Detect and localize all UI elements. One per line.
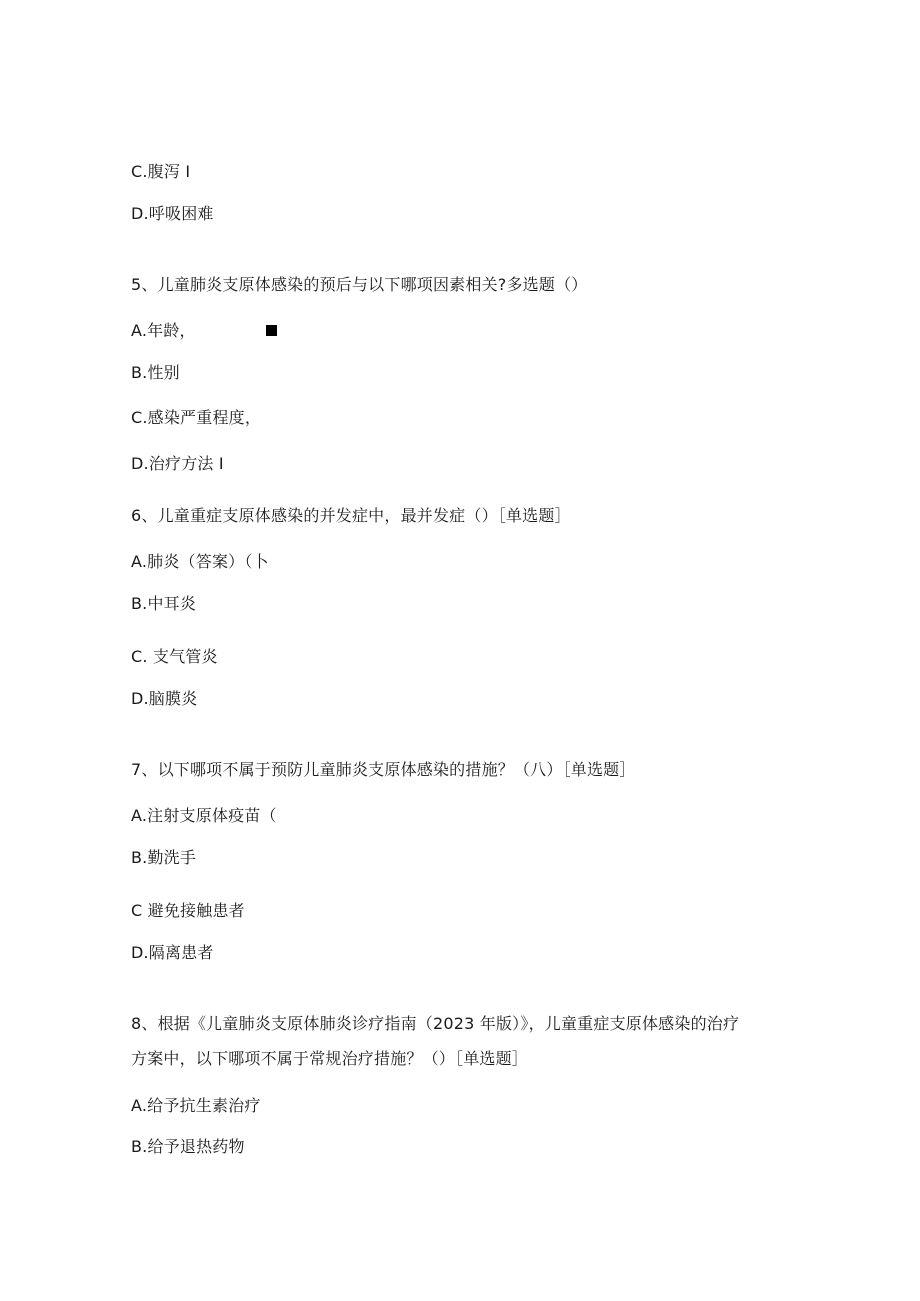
q7-option-a: A.注射支原体疫苗（ (131, 806, 277, 825)
q6-option-a: A.肺炎（答案）（卜 (131, 552, 269, 571)
q8-option-a: A.给予抗生素治疗 (131, 1096, 261, 1115)
q7-option-c: C 避免接触患者 (131, 901, 245, 920)
q6-option-d: D.脑膜炎 (131, 689, 198, 708)
q7-option-d: D.隔离患者 (131, 943, 214, 962)
q5-question: 5、儿童肺炎支原体感染的预后与以下哪项因素相关?多选题（） (131, 275, 588, 294)
q5-option-b: B.性别 (131, 363, 180, 382)
q4-option-c: C.腹泻 I (131, 162, 191, 181)
q6-option-b: B.中耳炎 (131, 594, 197, 613)
q6-option-c: C. 支气管炎 (131, 647, 218, 666)
q4-option-d: D.呼吸困难 (131, 204, 214, 223)
q7-option-b: B.勤洗手 (131, 848, 197, 867)
q5-option-c: C.感染严重程度， (131, 408, 262, 427)
q7-question: 7、以下哪项不属于预防儿童肺炎支原体感染的措施？（八）［单选题］ (131, 760, 636, 779)
q8-question-line-1: 8、根据《儿童肺炎支原体肺炎诊疗指南（2023 年版）》，儿童重症支原体感染的治疗 (131, 1014, 740, 1033)
q8-question-line-2: 方案中，以下哪项不属于常规治疗措施？（）［单选题］ (131, 1049, 529, 1068)
q5-option-d: D.治疗方法 I (131, 454, 224, 473)
q8-option-b: B.给予退热药物 (131, 1137, 245, 1156)
q5-option-a: A.年龄， (131, 321, 196, 340)
q6-question: 6、儿童重症支原体感染的并发症中，最并发症（）［单选题］ (131, 506, 571, 525)
square-marker-icon (266, 325, 277, 336)
